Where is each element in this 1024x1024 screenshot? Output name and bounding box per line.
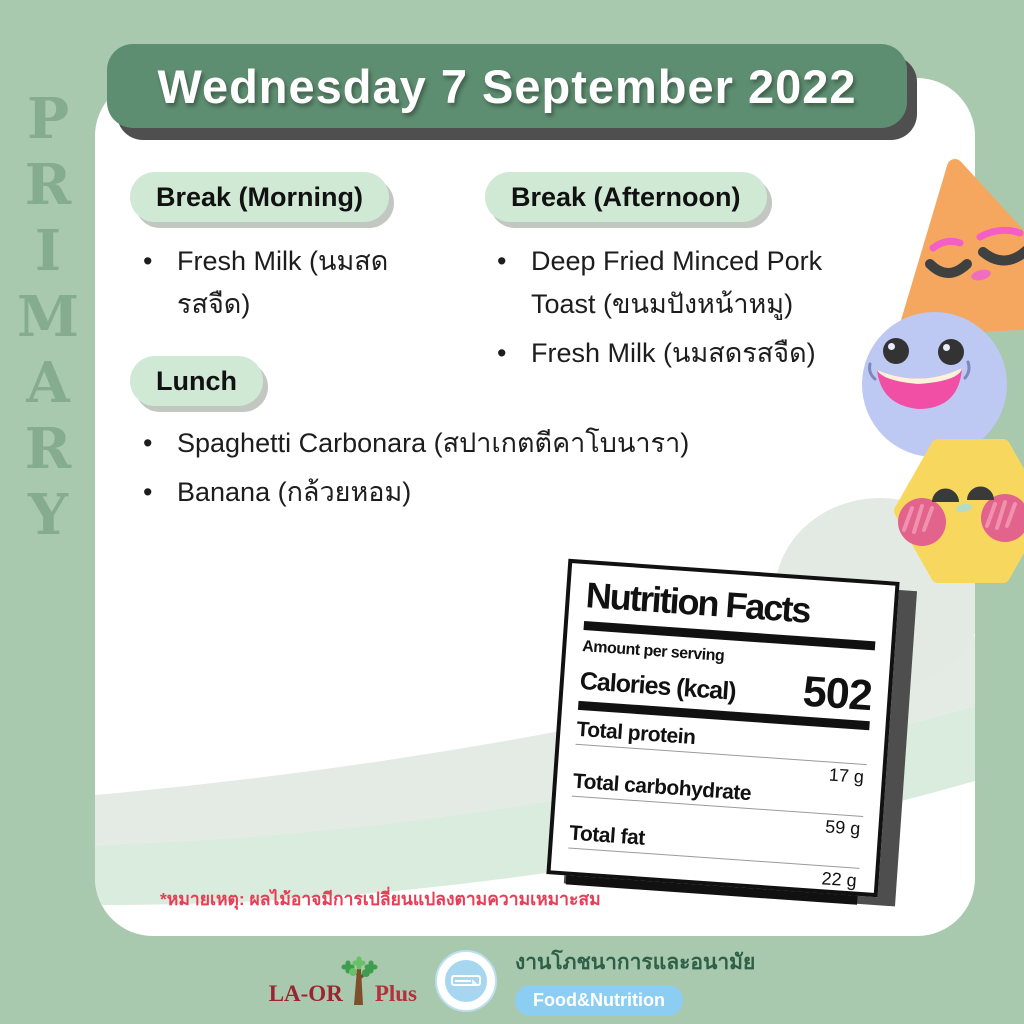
la-or-text: LA-OR — [268, 981, 343, 1006]
section-label: Lunch — [156, 365, 237, 396]
nutrient-label: Total fat — [568, 821, 646, 850]
school-emblem-icon — [435, 950, 497, 1012]
food-nutrition-badge: Food&Nutrition — [515, 985, 683, 1016]
nutrient-value: 59 g — [824, 816, 862, 839]
amount-per-serving-label: Amount per serving — [581, 638, 725, 665]
nutrition-facts-label — [546, 559, 899, 897]
section-pill-break-morning — [130, 172, 389, 222]
tree-icon — [340, 955, 378, 1007]
la-or-plus-logo — [269, 955, 417, 1007]
nutrient-value: 17 g — [828, 764, 865, 787]
menu-item: • Deep Fried Minced Pork Toast (ขนมปังหน้าหมู) — [497, 240, 867, 326]
primary-letter: P — [26, 86, 70, 152]
date-header-text: Wednesday 7 September 2022 — [157, 59, 857, 113]
menu-item: • Fresh Milk (นมสดรสจืด) — [497, 332, 867, 375]
primary-vertical-label — [16, 86, 80, 548]
date-header — [107, 44, 907, 128]
primary-letter: Y — [28, 482, 68, 548]
nutrition-title: Nutrition Facts — [584, 574, 811, 631]
footer-logos-row — [0, 946, 1024, 1016]
primary-letter: M — [17, 284, 79, 350]
section-label: Break (Morning) — [156, 181, 364, 212]
primary-letter: A — [26, 350, 70, 416]
primary-letter: R — [24, 152, 72, 218]
primary-letter: I — [34, 218, 62, 284]
nutrient-label: Total protein — [575, 717, 697, 749]
nutrient-label: Total carbohydrate — [572, 769, 752, 805]
menu-list-lunch — [143, 422, 803, 520]
triangle-character-icon — [893, 158, 1024, 338]
menu-item: • Spaghetti Carbonara (สปาเกตตีคาโบนารา) — [143, 422, 803, 465]
emblem-glyph — [451, 972, 481, 990]
menu-list-break-afternoon — [497, 240, 867, 382]
calories-value: 502 — [801, 667, 874, 721]
menu-item: • Banana (กล้วยหอม) — [143, 471, 803, 514]
department-block — [515, 946, 755, 1016]
section-label: Break (Afternoon) — [511, 181, 741, 212]
section-pill-break-afternoon — [485, 172, 767, 222]
nutrient-value: 22 g — [821, 867, 858, 891]
hexagon-character-icon — [888, 438, 1024, 588]
circle-character-icon — [862, 312, 1007, 457]
section-pill-lunch — [130, 356, 263, 406]
calories-label: Calories (kcal) — [578, 666, 737, 706]
menu-list-break-morning — [143, 240, 393, 332]
menu-item: • Fresh Milk (นมสดรสจืด) — [143, 240, 393, 326]
footnote-text: *หมายเหตุ: ผลไม้อาจมีการเปลี่ยนแปลงตามความเหมาะสม — [160, 889, 601, 909]
department-name: งานโภชนาการและอนามัย — [515, 951, 756, 974]
primary-letter: R — [24, 416, 72, 482]
plus-text: Plus — [374, 981, 417, 1006]
menu-card — [95, 78, 975, 936]
